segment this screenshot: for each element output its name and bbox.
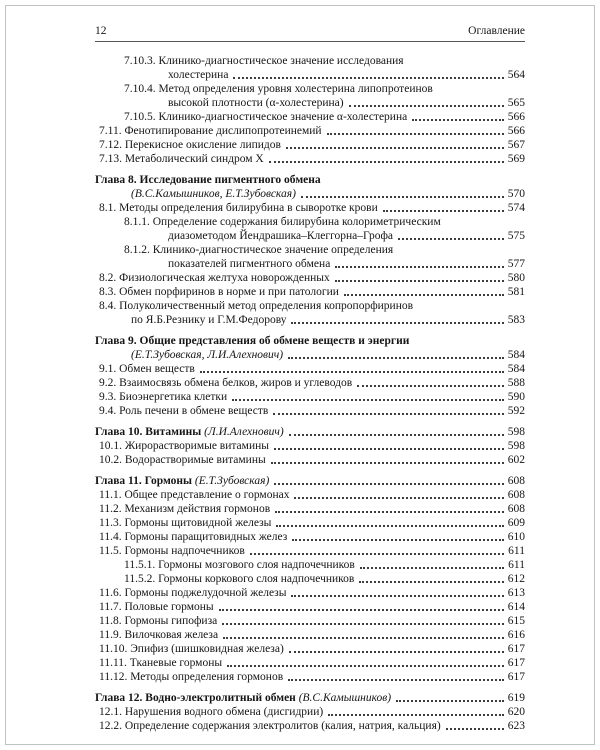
toc-entry-text: 7.12. Перекисное окисление липидов [99,139,281,151]
toc-entry [95,439,525,453]
toc-page-ref: 590 [507,391,525,403]
toc-entry-text: 11.11. Тканевые гормоны [99,657,223,669]
toc-entry-text: Глава 12. Водно-электролитный обмен (В.С.Камышников) [95,692,392,704]
toc-entry-line [95,285,525,299]
toc-entry-line [95,257,525,271]
toc-entry [95,558,525,572]
toc-page-ref: 577 [507,258,525,270]
toc-entry [95,376,525,390]
toc-entry-line [95,404,525,418]
toc-entry-text: 10.1. Жирорастворимые витамины [99,440,269,452]
toc-entry-line [95,670,525,684]
toc-entry [95,152,525,166]
dot-leader [233,77,503,79]
toc-entry-line [95,558,525,572]
toc-entry-line [95,110,525,124]
toc-entry [95,488,525,502]
toc-entry-line [95,271,525,285]
toc-entry-text: высокой плотности (α-холестерина) [168,97,344,109]
toc-page-ref: 564 [507,69,525,81]
dot-leader [289,651,504,653]
toc-page-ref: 575 [507,230,525,242]
toc-entry-text: 7.13. Метаболический синдром X [99,153,264,165]
toc-entry-line [95,474,525,488]
toc-entry-line [95,201,525,215]
toc-entry-text: 11.5.2. Гормоны коркового слоя надпочечников [124,573,355,585]
toc-entry-text: 7.10.4. Метод определения уровня холестерина липопротеинов [124,83,433,95]
toc-entry-text: 11.10. Эпифиз (шишковидная железа) [99,643,284,655]
dot-leader [276,525,503,527]
toc-page-ref: 566 [507,125,525,137]
toc-entry-line [95,425,525,439]
toc-entry-text: 11.4. Гормоны паращитовидных желез [99,531,288,543]
toc-entry-text: 8.1.1. Определение содержания билирубина колориметрическим [124,216,441,228]
toc-page-ref: 619 [507,692,525,704]
toc-entry-line [95,516,525,530]
toc-page-ref: 588 [507,377,525,389]
toc-page-ref: 613 [507,587,525,599]
header-title: Оглавление [468,25,525,37]
toc-page-ref: 611 [508,559,525,571]
toc-entry [95,201,525,215]
toc-entry [95,215,525,243]
toc-entry [95,670,525,684]
toc-entry-line [95,642,525,656]
toc-entry-line [95,362,525,376]
dot-leader [269,161,504,163]
toc-entry-text: 11.1. Общее представление о гормонах [99,489,290,501]
toc-entry-line [95,243,525,257]
toc-entry-line [95,82,525,96]
dot-leader [222,623,504,625]
dot-leader [412,119,504,121]
toc-entry-line [95,187,525,201]
toc-entry-line [95,68,525,82]
toc-entry-text: 8.1.2. Клинико-диагностическое значение определения [124,244,394,256]
toc-list [95,54,525,733]
toc-page-ref: 623 [507,720,525,732]
toc-entry-text: Глава 10. Витамины (Л.И.Алехнович) [95,426,284,438]
toc-entry [95,173,525,201]
toc-entry-text: Глава 9. Общие представления об обмене веществ и энергии [95,335,410,347]
toc-entry [95,271,525,285]
toc-entry [95,544,525,558]
dot-leader [289,434,504,436]
toc-entry-text: по Я.Б.Резнику и Г.М.Федорову [131,314,287,326]
dot-leader [291,322,503,324]
toc-entry-line [95,705,525,719]
toc-entry-text: 11.3. Гормоны щитовидной железы [99,517,272,529]
dot-leader [357,385,504,387]
page-number: 12 [95,25,107,37]
toc-entry-text: 11.2. Механизм действия гормонов [99,503,271,515]
toc-entry-line [95,719,525,733]
toc-entry-text: 9.4. Роль печени в обмене веществ [99,405,269,417]
toc-entry-line [95,376,525,390]
toc-entry-line [95,614,525,628]
toc-entry-line [95,628,525,642]
toc-entry [95,474,525,488]
toc-entry-line [95,152,525,166]
toc-page-ref: 610 [507,531,525,543]
toc-entry [95,656,525,670]
toc-page-ref: 584 [507,349,525,361]
header-rule [95,41,525,42]
toc-entry [95,614,525,628]
toc-entry [95,54,525,82]
toc-entry [95,572,525,586]
dot-leader [223,637,504,639]
toc-entry-text: 8.1. Методы определения билирубина в сыворотке крови [99,202,378,214]
toc-entry-text: 11.5. Гормоны надпочечников [99,545,245,557]
toc-entry-text: Глава 11. Гормоны (Е.Т.Зубовская) [95,475,270,487]
toc-page-ref: 584 [507,363,525,375]
dot-leader [291,595,503,597]
dot-leader [359,581,503,583]
toc-entry-line [95,656,525,670]
toc-page-ref: 617 [507,657,525,669]
toc-entry [95,390,525,404]
toc-entry-text: 9.3. Биоэнергетика клетки [99,391,228,403]
toc-entry [95,691,525,705]
toc-entry-text: показателей пигментного обмена [168,258,331,270]
toc-page-ref: 567 [507,139,525,151]
toc-entry-line [95,502,525,516]
dot-leader [335,280,504,282]
dot-leader [232,399,504,401]
dot-leader [327,133,504,135]
toc-page-ref: 608 [507,475,525,487]
toc-entry [95,362,525,376]
toc-entry-text: 12.2. Определение содержания электролитов (калия, натрия, кальция) [99,720,441,732]
toc-entry [95,705,525,719]
toc-entry [95,586,525,600]
toc-entry-line [95,544,525,558]
toc-entry-text: 7.10.3. Клинико-диагностическое значение исследования [124,55,404,67]
toc-entry [95,243,525,271]
toc-page-ref: 581 [507,286,525,298]
toc-entry [95,138,525,152]
toc-page-ref: 598 [507,440,525,452]
dot-leader [335,266,503,268]
toc-entry-line [95,600,525,614]
toc-entry-line [95,229,525,243]
toc-entry [95,334,525,362]
toc-entry-text: 9.1. Обмен веществ [99,363,195,375]
toc-entry [95,719,525,733]
dot-leader [288,679,504,681]
toc-entry-text: (В.С.Камышников, Е.Т.Зубовская) [131,188,296,200]
toc-page-ref: 609 [507,517,525,529]
toc-entry [95,82,525,110]
toc-entry [95,110,525,124]
toc-page-ref: 611 [508,545,525,557]
toc-page-ref: 620 [507,706,525,718]
toc-page-ref: 612 [507,573,525,585]
toc-entry-text: 12.1. Нарушения водного обмена (дисгидрии) [99,706,324,718]
toc-entry-line [95,453,525,467]
dot-leader [398,238,504,240]
toc-entry-text: 11.9. Вилочковая железа [99,629,219,641]
toc-entry-text: 11.7. Половые гормоны [99,601,214,613]
toc-entry-text: 11.8. Гормоны гипофиза [99,615,218,627]
toc-page-ref: 616 [507,629,525,641]
toc-entry [95,453,525,467]
toc-entry-line [95,96,525,110]
dot-leader [200,371,504,373]
toc-entry [95,642,525,656]
toc-entry-text: 7.11. Фенотипирование дислипопротеинемий [99,125,322,137]
dot-leader [274,448,504,450]
toc-entry-line [95,691,525,705]
toc-entry-text: (Е.Т.Зубовская, Л.И.Алехнович) [131,349,284,361]
toc-entry-text: 10.2. Водорастворимые витамины [99,454,266,466]
toc-page-ref: 602 [507,454,525,466]
toc-entry-line [95,572,525,586]
dot-leader [294,497,503,499]
toc-entry-text: 7.10.5. Клинико-диагностическое значение α-холестерина [124,111,408,123]
toc-entry [95,425,525,439]
dot-leader [250,553,504,555]
toc-page-ref: 569 [507,153,525,165]
toc-entry-line [95,313,525,327]
toc-entry-text: 8.4. Полуколичественный метод определения копропорфиринов [99,300,414,312]
toc-entry [95,502,525,516]
toc-entry [95,600,525,614]
toc-entry-line [95,530,525,544]
toc-entry-line [95,173,525,187]
dot-leader [271,462,504,464]
dot-leader [292,539,503,541]
dot-leader [383,210,504,212]
toc-entry-line [95,124,525,138]
toc-entry-line [95,586,525,600]
toc-entry-line [95,390,525,404]
toc-entry [95,530,525,544]
dot-leader [274,483,503,485]
toc-entry [95,299,525,327]
dot-leader [227,665,504,667]
dot-leader [446,728,504,730]
dot-leader [396,700,504,702]
toc-entry-line [95,334,525,348]
dot-leader [273,413,503,415]
toc-page-ref: 608 [507,489,525,501]
running-header [95,24,525,38]
toc-page-ref: 583 [507,314,525,326]
toc-entry-text: холестерина [168,69,229,81]
dot-leader [288,357,504,359]
toc-entry-line [95,54,525,68]
toc-entry-text: 8.3. Обмен порфиринов в норме и при патологии [99,286,339,298]
toc-page-ref: 617 [507,671,525,683]
dot-leader [301,196,504,198]
toc-page-ref: 592 [507,405,525,417]
toc-page-ref: 566 [507,111,525,123]
toc-page-ref: 565 [507,97,525,109]
toc-entry [95,628,525,642]
toc-entry-text: Глава 8. Исследование пигментного обмена [95,174,321,186]
toc-page-ref: 598 [507,426,525,438]
toc-page-ref: 580 [507,272,525,284]
toc-entry [95,516,525,530]
toc-entry-text: 9.2. Взаимосвязь обмена белков, жиров и углеводов [99,377,353,389]
toc-entry-line [95,215,525,229]
toc-page-ref: 570 [507,188,525,200]
toc-page-ref: 614 [507,601,525,613]
toc-entry-line [95,138,525,152]
toc-page-ref: 608 [507,503,525,515]
toc-entry [95,124,525,138]
dot-leader [286,147,504,149]
dot-leader [344,294,504,296]
toc-entry-text: 11.12. Методы определения гормонов [99,671,284,683]
toc-entry-text: 11.5.1. Гормоны мозгового слоя надпочечников [124,559,355,571]
dot-leader [328,714,504,716]
toc-entry-line [95,439,525,453]
toc-page-ref: 574 [507,202,525,214]
dot-leader [275,511,504,513]
toc-entry-line [95,348,525,362]
toc-entry-text: 8.2. Физиологическая желтуха новорожденных [99,272,330,284]
dot-leader [360,567,504,569]
toc-entry [95,285,525,299]
toc-entry-line [95,488,525,502]
toc-entry-text: 11.6. Гормоны поджелудочной железы [99,587,287,599]
toc-entry-text: диазометодом Йендрашика–Клеггорна–Грофа [168,230,394,242]
toc-entry [95,404,525,418]
toc-entry-line [95,299,525,313]
dot-leader [219,609,504,611]
dot-leader [349,105,504,107]
book-page [95,24,525,733]
toc-page-ref: 617 [507,643,525,655]
toc-page-ref: 615 [507,615,525,627]
